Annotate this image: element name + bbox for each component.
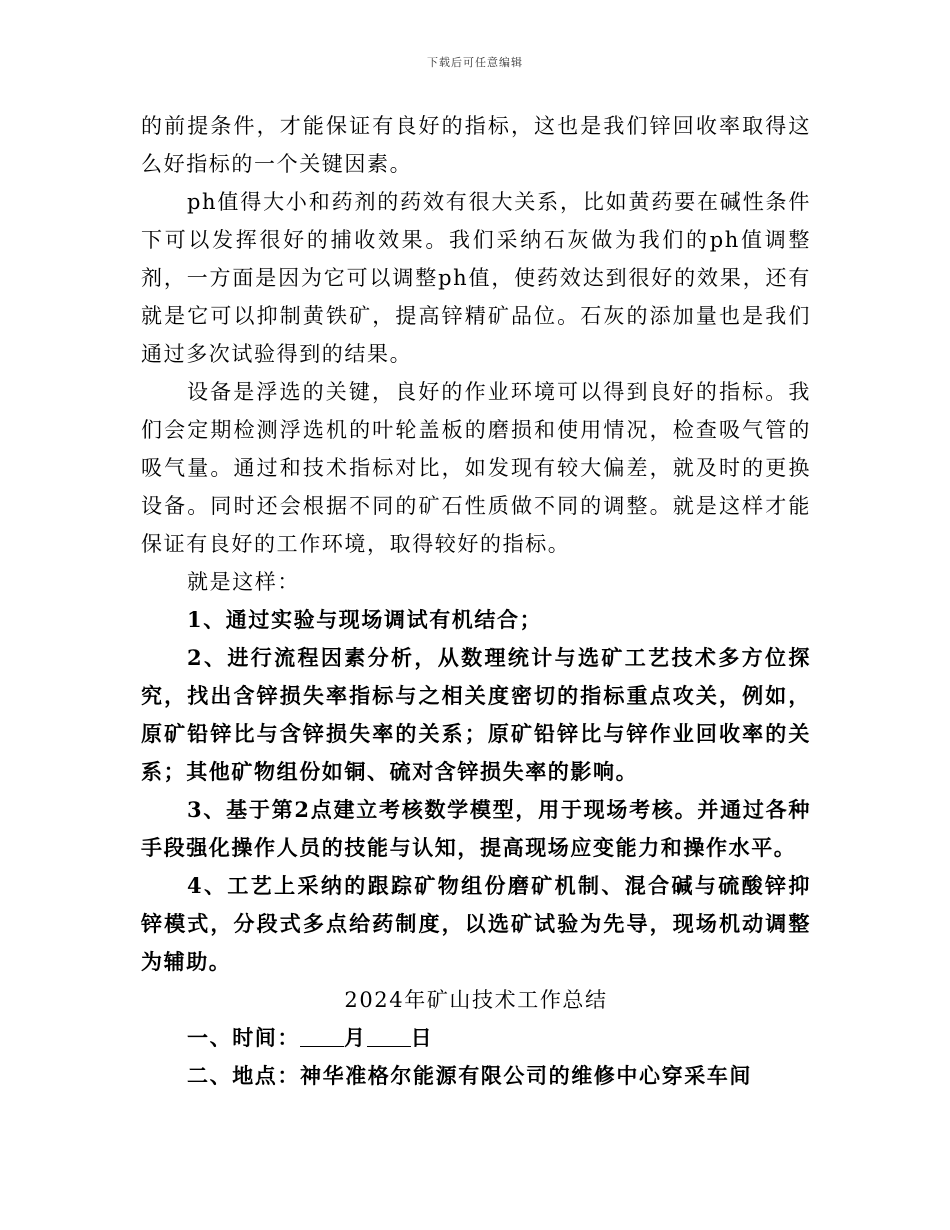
location-line: 二、地点：神华准格尔能源有限公司的维修中心穿采车间 — [187, 1063, 752, 1088]
paragraph-ph-value: ph值得大小和药剂的药效有很大关系，比如黄药要在碱性条件下可以发挥很好的捕收效果。我们采纳石灰做为我们的ph值调整剂，一方面是因为它可以调整ph值，使药效达到很好的效果，还有就是它可以抑制黄铁矿，提高锌精矿品位。石灰的添加量也是我们通过多次试验得到的结果。 — [141, 190, 811, 366]
time-line — [141, 1019, 811, 1057]
day-suffix: 日 — [410, 1025, 434, 1050]
month-blank — [300, 1026, 344, 1047]
time-label: 一、时间： — [187, 1025, 300, 1050]
month-suffix: 月 — [344, 1025, 367, 1050]
day-blank — [367, 1026, 411, 1047]
paragraph-continuation: 的前提条件，才能保证有良好的指标，这也是我们锌回收率取得这么好指标的一个关键因素。 — [141, 114, 811, 176]
paragraph-intro: 就是这样： — [187, 570, 300, 594]
list-item-1: 1、通过实验与现场调试有机结合； — [187, 607, 543, 632]
list-item-3: 3、基于第2点建立考核数学模型，用于现场考核。并通过各种手段强化操作人员的技能与认知，提高现场应变能力和操作水平。 — [141, 797, 811, 860]
section-title: 2024年矿山技术工作总结 — [344, 988, 608, 1012]
page-header-note: 下载后可任意编辑 — [427, 56, 523, 69]
paragraph-equipment: 设备是浮选的关键，良好的作业环境可以得到良好的指标。我们会定期检测浮选机的叶轮盖板的磨损和使用情况，检查吸气管的吸气量。通过和技术指标对比，如发现有较大偏差，就及时的更换设备。同时还会根据不同的矿石性质做不同的调整。就是这样才能保证有良好的工作环境，取得较好的指标。 — [141, 380, 811, 556]
document-body — [141, 107, 811, 1095]
list-item-4: 4、工艺上采纳的跟踪矿物组份磨矿机制、混合碱与硫酸锌抑锌模式，分段式多点给药制度，以选矿试验为先导，现场机动调整为辅助。 — [141, 873, 811, 974]
list-item-2: 2、进行流程因素分析，从数理统计与选矿工艺技术多方位探究，找出含锌损失率指标与之相关度密切的指标重点攻关，例如，原矿铅锌比与含锌损失率的关系；原矿铅锌比与锌作业回收率的关系；其他矿物组份如铜、硫对含锌损失率的影响。 — [141, 645, 811, 784]
